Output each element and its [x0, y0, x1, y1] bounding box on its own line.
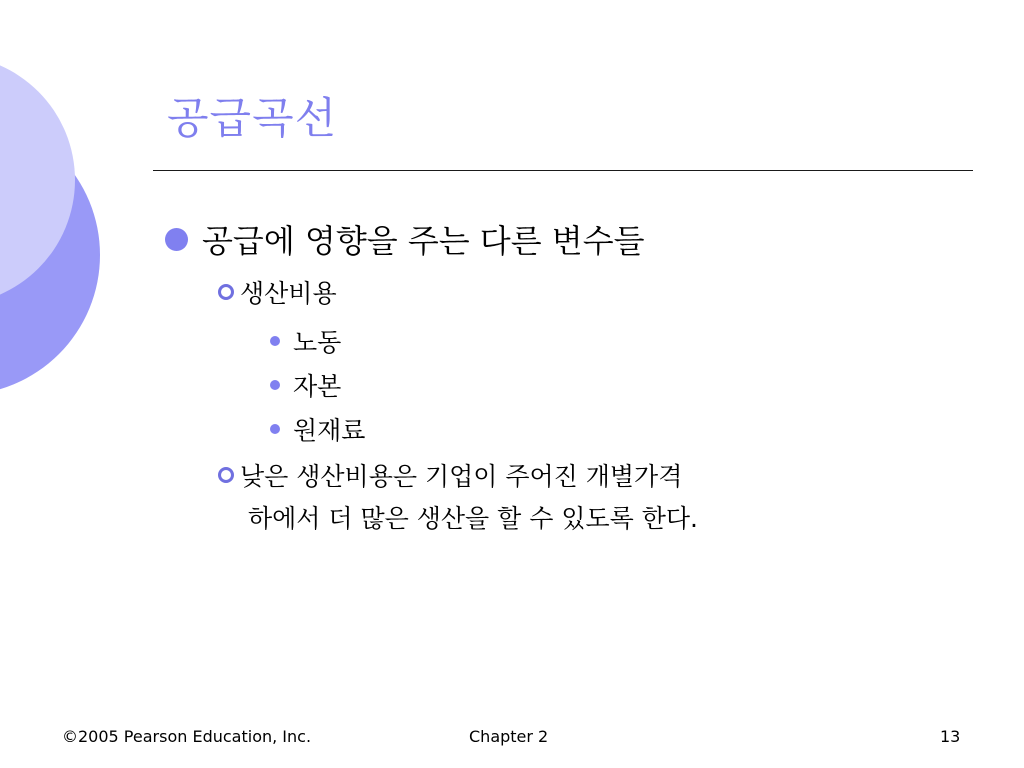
- slide-title: 공급곡선: [167, 94, 338, 144]
- bullet-level2-text: 생산비용: [240, 279, 337, 308]
- bullet-level1-text: 공급에 영향을 주는 다른 변수들: [202, 222, 645, 260]
- title-divider: [153, 170, 973, 171]
- bullet-level2-text-line2: 하에서 더 많은 생산을 할 수 있도록 한다.: [248, 504, 698, 533]
- bullet-level3-text: 원재료: [293, 416, 366, 445]
- bullet-level2-production-cost: [218, 274, 337, 310]
- bullet-ring-icon: [218, 284, 234, 300]
- bullet-small-dot-icon: [270, 336, 280, 346]
- bullet-level3-text: 노동: [293, 328, 342, 357]
- bullet-level3-text: 자본: [293, 372, 342, 401]
- footer-page-number: 13: [940, 727, 961, 746]
- bullet-ring-icon: [218, 467, 234, 483]
- bullet-small-dot-icon: [270, 380, 280, 390]
- bullet-level3-item: [270, 323, 341, 359]
- footer-chapter: Chapter 2: [469, 727, 549, 746]
- bullet-small-dot-icon: [270, 424, 280, 434]
- bullet-dot-icon: [165, 228, 188, 251]
- bullet-level2-lower-cost: [218, 457, 698, 539]
- bullet-level3-item: [270, 411, 365, 447]
- bullet-level3-item: [270, 367, 341, 403]
- bullet-level2-text-line1: 낮은 생산비용은 기업이 주어진 개별가격: [240, 462, 683, 491]
- bullet-level1: [165, 216, 645, 262]
- footer-copyright: ©2005 Pearson Education, Inc.: [62, 727, 312, 746]
- decorative-circles: [0, 0, 110, 420]
